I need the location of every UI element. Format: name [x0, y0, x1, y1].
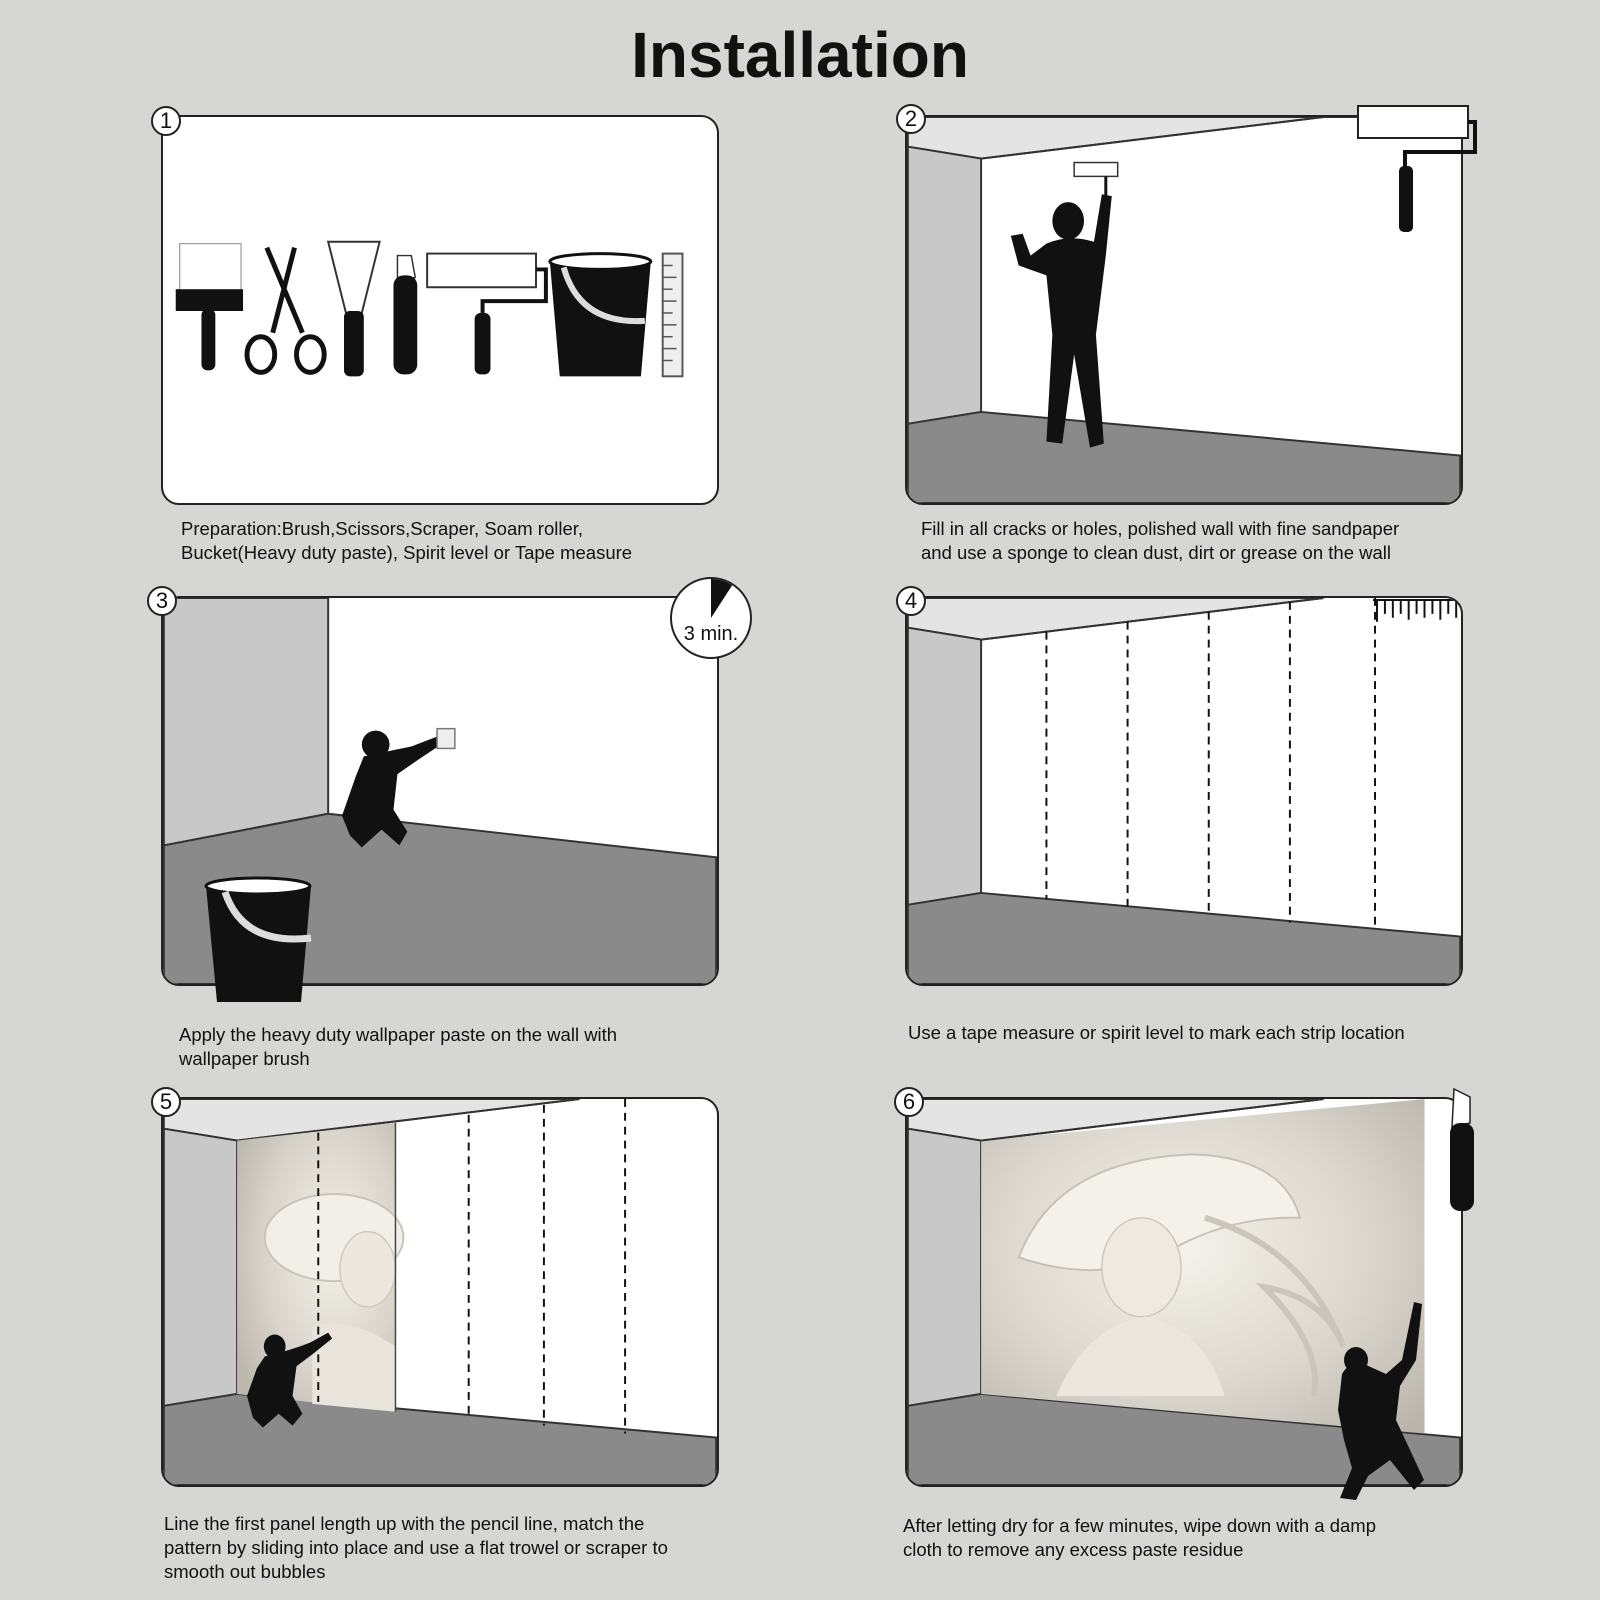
ruler-icon	[1373, 600, 1460, 622]
timer-label: 3 min.	[683, 623, 739, 645]
step-1-caption: Preparation:Brush,Scissors,Scraper, Soam roller, Bucket(Heavy duty paste), Spirit level or Tape measure	[181, 518, 633, 563]
roller-icon	[1074, 163, 1118, 197]
scissors-icon	[247, 248, 324, 373]
step-3-number: 3	[147, 586, 177, 616]
step-3-caption: Apply the heavy duty wallpaper paste on the wall with wallpaper brush	[179, 1024, 618, 1069]
room-illustration	[163, 1099, 717, 1485]
step-1-number: 1	[151, 106, 181, 136]
step-6-caption: After letting dry for a few minutes, wipe down with a damp cloth to remove any excess paste residue	[903, 1515, 1376, 1560]
knife-icon	[393, 256, 417, 375]
person-silhouette-icon	[1011, 194, 1112, 447]
step-1-panel	[161, 115, 719, 505]
step-4-panel	[905, 596, 1463, 986]
step-5-panel	[161, 1097, 719, 1487]
step-4-caption: Use a tape measure or spirit level to mark each strip location	[908, 1022, 1405, 1043]
tools-illustration	[163, 117, 717, 503]
page-title: Installation	[631, 19, 969, 91]
step-5-caption: Line the first panel length up with the pencil line, match the pattern by sliding into place and use a flat trowel or scraper to smooth out bubbles	[164, 1513, 668, 1582]
ruler-icon	[663, 254, 683, 377]
step-6-number: 6	[894, 1087, 924, 1117]
bucket-icon	[203, 876, 323, 1006]
timer-icon	[670, 577, 752, 659]
step-5-number: 5	[151, 1087, 181, 1117]
brush-icon	[437, 729, 455, 749]
knife-icon	[1448, 1087, 1476, 1217]
scraper-icon	[328, 242, 379, 377]
brush-icon	[176, 244, 243, 371]
step-2-number: 2	[896, 104, 926, 134]
step-4-number: 4	[896, 586, 926, 616]
person-silhouette-icon	[1330, 1300, 1440, 1505]
room-illustration	[907, 598, 1461, 984]
step-2-caption: Fill in all cracks or holes, polished wall with fine sandpaper and use a sponge to clean dust, dirt or grease on the wall	[921, 518, 1400, 563]
roller-icon	[427, 254, 546, 375]
roller-icon	[1355, 104, 1480, 236]
bucket-icon	[550, 254, 651, 377]
